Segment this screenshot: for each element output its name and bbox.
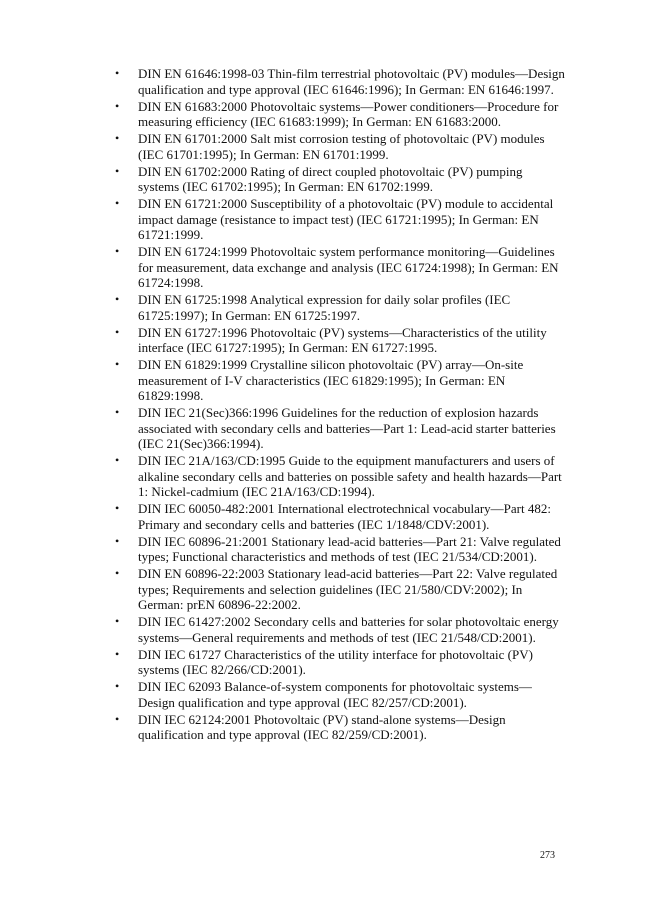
reference-text: DIN IEC 62124:2001 Photovoltaic (PV) stand-alone systems—Design qualification and type approval (IEC 82/259/CD:2001). <box>138 711 506 742</box>
list-item <box>115 99 565 130</box>
reference-text: DIN IEC 61427:2002 Secondary cells and batteries for solar photovoltaic energy systems—General requirements and methods of test (IEC 21/548/CD:2001). <box>138 614 559 645</box>
bullet-icon: • <box>115 66 120 80</box>
bullet-icon: • <box>115 163 120 178</box>
reference-text: DIN EN 61725:1998 Analytical expression for daily solar profiles (IEC 61725:1997); In German: EN 61725:1997. <box>138 292 511 323</box>
bullet-icon: • <box>115 357 120 371</box>
list-item <box>115 614 565 645</box>
reference-text: DIN EN 61829:1999 Crystalline silicon photovoltaic (PV) array—On-site measurement of I-V characteristics (IEC 61829:1995); In German: EN 61829:1998. <box>138 357 524 403</box>
bullet-icon: • <box>115 646 120 661</box>
list-item <box>115 712 565 743</box>
reference-text: DIN EN 61724:1999 Photovoltaic system performance monitoring—Guidelines for measurement, data exchange and analysis (IEC 61724:1998); In German: EN 61724:1998. <box>138 244 559 290</box>
bullet-icon: • <box>115 196 120 210</box>
bullet-icon: • <box>115 501 120 515</box>
page-number: 273 <box>540 850 555 861</box>
list-item <box>115 405 565 452</box>
reference-text: DIN IEC 60896-21:2001 Stationary lead-acid batteries—Part 21: Valve regulated types; Functional characteristics and methods of test (IEC 21/534/CD:2001). <box>138 533 561 564</box>
bullet-icon: • <box>115 405 120 419</box>
list-item <box>115 501 565 532</box>
list-item <box>115 566 565 613</box>
reference-text: DIN EN 61727:1996 Photovoltaic (PV) systems—Characteristics of the utility interface (IEC 61727:1995); In German: EN 61727:1995. <box>138 324 547 355</box>
bullet-icon: • <box>115 566 120 580</box>
list-item <box>115 534 565 565</box>
reference-text: DIN EN 60896-22:2003 Stationary lead-acid batteries—Part 22: Valve regulated types; Requirements and selection guidelines (IEC 21/580/CDV:2002); In German: prEN 60896-22:2002. <box>138 566 558 612</box>
bullet-icon: • <box>115 533 120 548</box>
list-item <box>115 453 565 500</box>
bullet-icon: • <box>115 131 120 145</box>
reference-text: DIN IEC 62093 Balance-of-system components for photovoltaic systems—Design qualification and type approval (IEC 82/257/CD:2001). <box>138 679 532 710</box>
bullet-icon: • <box>115 244 120 258</box>
reference-text: DIN IEC 61727 Characteristics of the utility interface for photovoltaic (PV) systems (IEC 82/266/CD:2001). <box>138 646 533 677</box>
list-item <box>115 292 565 323</box>
list-item <box>115 66 565 97</box>
reference-text: DIN IEC 60050-482:2001 International electrotechnical vocabulary—Part 482: Primary and secondary cells and batteries (IEC 1/1848/CDV:2001). <box>138 501 551 532</box>
reference-text: DIN EN 61701:2000 Salt mist corrosion testing of photovoltaic (PV) modules (IEC 61701:1995); In German: EN 61701:1999. <box>138 131 545 162</box>
bullet-icon: • <box>115 292 120 306</box>
bullet-icon: • <box>115 453 120 467</box>
reference-text: DIN IEC 21A/163/CD:1995 Guide to the equipment manufacturers and users of alkaline secondary cells and batteries on possible safety and health hazards—Part 1: Nickel-cadmium (IEC 21A/163/CD:1994). <box>138 453 562 499</box>
list-item <box>115 196 565 243</box>
reference-text: DIN EN 61683:2000 Photovoltaic systems—Power conditioners—Procedure for measuring efficiency (IEC 61683:1999); In German: EN 61683:2000. <box>138 98 559 129</box>
list-item <box>115 164 565 195</box>
list-item <box>115 325 565 356</box>
list-item <box>115 647 565 678</box>
reference-text: DIN IEC 21(Sec)366:1996 Guidelines for the reduction of explosion hazards associated with secondary cells and batteries—Part 1: Lead-acid starter batteries (IEC 21(Sec)366:1994). <box>138 405 556 451</box>
list-item <box>115 679 565 710</box>
bullet-icon: • <box>115 614 120 628</box>
reference-list <box>115 66 565 744</box>
bullet-icon: • <box>115 679 120 693</box>
bullet-icon: • <box>115 98 120 113</box>
bullet-icon: • <box>115 711 120 726</box>
reference-text: DIN EN 61646:1998-03 Thin-film terrestrial photovoltaic (PV) modules—Design qualification and type approval (IEC 61646:1996); In German: EN 61646:1997. <box>138 66 565 97</box>
reference-text: DIN EN 61702:2000 Rating of direct coupled photovoltaic (PV) pumping systems (IEC 61702:1995); In German: EN 61702:1999. <box>138 163 523 194</box>
list-item <box>115 131 565 162</box>
bullet-icon: • <box>115 324 120 339</box>
list-item <box>115 244 565 291</box>
list-item <box>115 357 565 404</box>
reference-text: DIN EN 61721:2000 Susceptibility of a photovoltaic (PV) module to accidental impact damage (resistance to impact test) (IEC 61721:1995); In German: EN 61721:1999. <box>138 196 554 242</box>
